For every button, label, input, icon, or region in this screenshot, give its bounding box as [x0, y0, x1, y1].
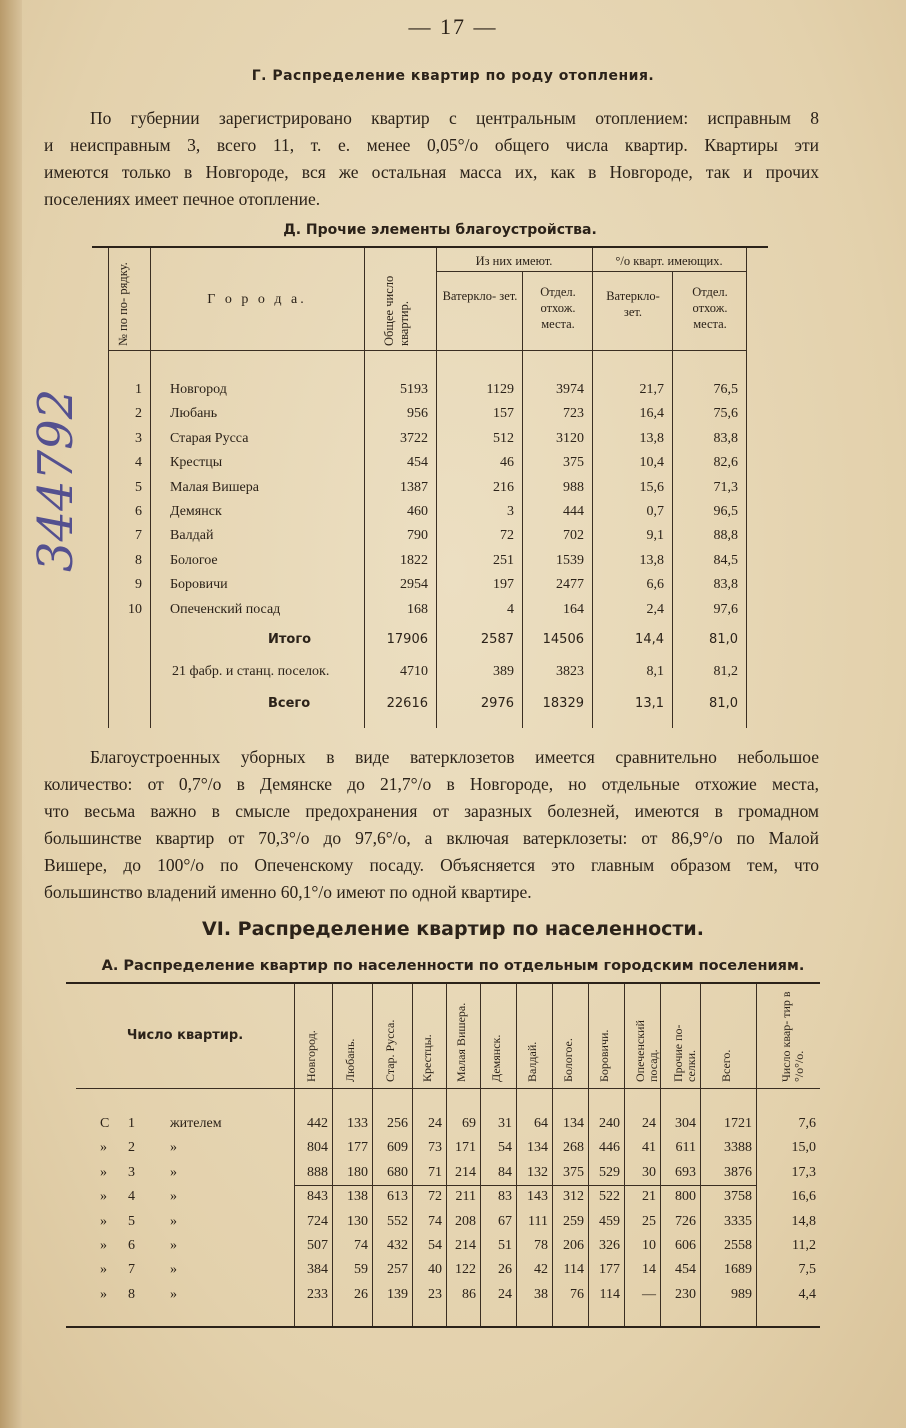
table-top-rule [92, 246, 768, 248]
row-count: 4 [128, 1189, 135, 1205]
table-cell: 86 [462, 1286, 476, 1302]
column-header: Валдай. [525, 1041, 539, 1082]
header-outhouse-percent: Отдел. отхож. места. [692, 285, 728, 331]
table-cell: 268 [563, 1140, 584, 1156]
row-number: 10 [128, 601, 142, 617]
table-cell: 38 [534, 1286, 548, 1302]
fabr-cell-outhouse-percent: 81,2 [713, 664, 738, 679]
header-wc-percent: Ватеркло- зет. [606, 289, 660, 319]
cell-outhouse-percent: 97,6 [713, 601, 738, 617]
row-prefix: » [100, 1189, 107, 1205]
table-cell: 64 [534, 1116, 548, 1131]
header-wc: Ватеркло- зет. [442, 289, 518, 303]
row-prefix: » [100, 1262, 107, 1278]
table-cell: 680 [387, 1164, 408, 1180]
row-number: 2 [135, 406, 142, 422]
table-cell: 888 [307, 1164, 328, 1180]
cell-total: 2954 [400, 577, 428, 593]
table-cell: 67 [498, 1213, 512, 1229]
row-prefix: » [100, 1164, 107, 1180]
table-cell: 529 [599, 1164, 620, 1180]
row-count: 3 [128, 1164, 135, 1180]
row-count: 1 [128, 1116, 135, 1131]
header-outhouse: Отдел. отхож. места. [540, 285, 576, 331]
table-cell: 15,0 [791, 1140, 816, 1156]
table-cell: 10 [642, 1238, 656, 1253]
table-cell: 14 [642, 1262, 656, 1278]
table-cell: 1721 [724, 1116, 752, 1131]
table-cell: 133 [347, 1116, 368, 1131]
row-number: 3 [135, 430, 142, 446]
row-prefix: » [100, 1140, 107, 1156]
table-cell: 304 [675, 1116, 696, 1131]
table-cell: 2558 [724, 1238, 752, 1253]
fabr-cell-total: 4710 [400, 664, 428, 679]
table-cell: 214 [455, 1238, 476, 1253]
column-header: Всего. [719, 1049, 733, 1082]
table-cell: 134 [527, 1140, 548, 1156]
cell-outhouse: 3120 [556, 430, 584, 446]
table-cell: 256 [387, 1116, 408, 1131]
table-cell: 375 [563, 1164, 584, 1180]
cell-outhouse: 164 [563, 601, 584, 617]
cell-outhouse-percent: 75,6 [713, 406, 738, 422]
column-header: Любань. [343, 1038, 357, 1082]
row-prefix: » [100, 1213, 107, 1229]
fabr-cell-wc-percent: 8,1 [646, 664, 664, 679]
table-cell: 51 [498, 1238, 512, 1253]
row-number: 5 [135, 479, 142, 495]
table-cell: 54 [428, 1238, 442, 1253]
cell-total: 956 [407, 406, 428, 422]
table-cell: 3876 [724, 1164, 752, 1180]
table-cell: 240 [599, 1116, 620, 1131]
fabr-label: 21 фабр. и станц. поселок. [172, 664, 330, 679]
itogo-cell-total: 17906 [386, 632, 428, 647]
header-cities: Г о р о д а. [207, 292, 307, 307]
table-cell: 30 [642, 1164, 656, 1180]
table-cell: 40 [428, 1262, 442, 1278]
section-vi-heading: VI. Распределение квартир по населенности. [202, 918, 704, 940]
city-name: Крестцы [170, 455, 223, 471]
table-cell: 552 [387, 1213, 408, 1229]
table-cell: — [642, 1286, 656, 1302]
table-cell: 3758 [724, 1189, 752, 1205]
column-header: Опеченский посад. [633, 1020, 660, 1082]
table-cell: 111 [528, 1213, 548, 1229]
binding-edge [0, 0, 22, 1428]
table-cell: 507 [307, 1238, 328, 1253]
row-number: 6 [135, 504, 142, 519]
table-cell: 134 [563, 1116, 584, 1131]
section-a-heading: А. Распределение квартир по населенности по отдельным городским поселениям. [101, 958, 805, 974]
table-cell: 76 [570, 1286, 584, 1302]
header-percent: °/o кварт. имеющих. [615, 254, 723, 268]
fabr-cell-wc: 389 [493, 664, 514, 679]
table-cell: 800 [675, 1189, 696, 1205]
table-cell: 177 [347, 1140, 368, 1156]
cell-wc-percent: 10,4 [639, 455, 664, 471]
paragraph-line: что весьма важно в смысле предохранения от заразных болезней, имеются в громадном [44, 801, 819, 821]
vsego-cell-total: 22616 [386, 696, 428, 711]
table-cell: 25 [642, 1213, 656, 1229]
table-cell: 171 [455, 1140, 476, 1156]
row-label: » [170, 1286, 177, 1302]
cell-outhouse-percent: 96,5 [713, 504, 738, 519]
table-cell: 206 [563, 1238, 584, 1253]
vsego-cell-wc-percent: 13,1 [635, 696, 664, 711]
table-cell: 724 [307, 1213, 328, 1229]
cell-total: 3722 [400, 430, 428, 446]
table-cell: 384 [307, 1262, 328, 1278]
cell-outhouse-percent: 76,5 [713, 382, 738, 397]
cell-wc-percent: 16,4 [639, 406, 664, 422]
itogo-cell-outhouse: 14506 [542, 632, 584, 647]
cell-outhouse: 1539 [556, 552, 584, 568]
cell-wc: 197 [493, 577, 514, 593]
table-cell: 17,3 [791, 1164, 816, 1180]
table-cell: 312 [563, 1189, 584, 1205]
paragraph-line: и неисправным 3, всего 11, т. е. менее 0,05°/o общего числа квартир. Квартиры эти [44, 135, 819, 155]
paragraph-line: имеются только в Новгороде, вся же остальная масса их, как в Новгороде, так и прочих [44, 162, 819, 182]
row-count: 7 [128, 1262, 135, 1278]
table-cell: 31 [498, 1116, 512, 1131]
city-name: Малая Вишера [170, 479, 259, 495]
cell-wc: 72 [500, 528, 514, 544]
table-cell: 230 [675, 1286, 696, 1302]
row-label: » [170, 1238, 177, 1253]
cell-total: 790 [407, 528, 428, 544]
cell-outhouse: 2477 [556, 577, 584, 593]
row-number: 7 [135, 528, 142, 544]
cell-wc-percent: 2,4 [646, 601, 664, 617]
table-cell: 69 [462, 1116, 476, 1131]
table-cell: 804 [307, 1140, 328, 1156]
row-number: 9 [135, 577, 142, 593]
table-cell: 78 [534, 1238, 548, 1253]
cell-wc-percent: 21,7 [639, 382, 664, 397]
row-count: 8 [128, 1286, 135, 1302]
cell-total: 5193 [400, 382, 428, 397]
itogo-cell-wc: 2587 [480, 632, 514, 647]
cell-outhouse: 375 [563, 455, 584, 471]
row-label: » [170, 1262, 177, 1278]
table-cell: 606 [675, 1238, 696, 1253]
table-cell: 233 [307, 1286, 328, 1302]
table-cell: 114 [599, 1286, 620, 1302]
table-cell: 122 [455, 1262, 476, 1278]
paragraph-line: количество: от 0,7°/o в Демянске до 21,7°/o в Новгороде, но отдельные отхожие места, [44, 774, 819, 794]
city-name: Старая Русса [170, 430, 249, 446]
cell-wc: 216 [493, 479, 514, 495]
table-cell: 74 [354, 1238, 368, 1253]
table-cell: 4,4 [798, 1286, 816, 1302]
page-number: — 17 — [408, 14, 498, 39]
table-cell: 7,6 [798, 1116, 816, 1131]
table-cell: 24 [498, 1286, 512, 1302]
row-prefix: » [100, 1286, 107, 1302]
cell-total: 454 [407, 455, 428, 471]
itogo-cell-outhouse-percent: 81,0 [709, 632, 738, 647]
column-header: Стар. Русса. [383, 1019, 397, 1082]
city-name: Демянск [170, 504, 222, 519]
table-cell: 26 [354, 1286, 368, 1302]
cell-wc: 3 [507, 504, 514, 519]
cell-outhouse: 444 [563, 504, 584, 519]
table-cell: 843 [307, 1189, 328, 1205]
table-cell: 139 [387, 1286, 408, 1302]
cell-outhouse-percent: 83,8 [713, 430, 738, 446]
vsego-cell-outhouse: 18329 [542, 696, 584, 711]
table-cell: 16,6 [791, 1189, 816, 1205]
table-cell: 42 [534, 1262, 548, 1278]
table-bottom-rule [66, 1326, 820, 1328]
table-cell: 114 [563, 1262, 584, 1278]
table-cell: 208 [455, 1213, 476, 1229]
fabr-cell-outhouse: 3823 [556, 664, 584, 679]
paragraph-line: Вишере, до 100°/o по Опеченскому посаду. Объясняется это главным образом тем, что [44, 855, 819, 875]
table-cell: 3388 [724, 1140, 752, 1156]
row-prefix: » [100, 1238, 107, 1253]
cell-outhouse-percent: 88,8 [713, 528, 738, 544]
table-top-rule [66, 982, 820, 984]
cell-total: 460 [407, 504, 428, 519]
table-cell: 143 [527, 1189, 548, 1205]
cell-outhouse-percent: 83,8 [713, 577, 738, 593]
cell-outhouse: 3974 [556, 382, 584, 397]
header-have: Из них имеют. [475, 254, 553, 268]
table-cell: 41 [642, 1140, 656, 1156]
table-cell: 442 [307, 1116, 328, 1131]
cell-wc: 157 [493, 406, 514, 422]
table-cell: 73 [428, 1140, 442, 1156]
table-cell: 23 [428, 1286, 442, 1302]
row-number: 1 [135, 382, 142, 397]
table-cell: 11,2 [792, 1238, 816, 1253]
vsego-cell-wc: 2976 [480, 696, 514, 711]
itogo-cell-wc-percent: 14,4 [635, 632, 664, 647]
table-cell: 54 [498, 1140, 512, 1156]
vsego-label: Всего [268, 696, 311, 711]
table-cell: 132 [527, 1164, 548, 1180]
cell-total: 1822 [400, 552, 428, 568]
row-label: » [170, 1140, 177, 1156]
header-total-apartments: Общее число квартир. [382, 275, 411, 346]
row-number: 4 [135, 455, 142, 471]
table-cell: 26 [498, 1262, 512, 1278]
cell-wc-percent: 13,8 [639, 430, 664, 446]
column-header: Крестцы. [420, 1034, 434, 1082]
cell-wc-percent: 0,7 [646, 504, 664, 519]
cell-wc-percent: 15,6 [639, 479, 664, 495]
column-header: Малая Вишера. [454, 1002, 468, 1082]
table-cell: 613 [387, 1189, 408, 1205]
table-cell: 257 [387, 1262, 408, 1278]
cell-outhouse-percent: 84,5 [713, 552, 738, 568]
table-cell: 611 [675, 1140, 696, 1156]
table-cell: 1689 [724, 1262, 752, 1278]
row-count: 2 [128, 1140, 135, 1156]
table-cell: 177 [599, 1262, 620, 1278]
table-cell: 74 [428, 1213, 442, 1229]
paragraph-line: поселениях имеет печное отопление. [44, 189, 321, 209]
paragraph-line: По губернии зарегистрировано квартир с центральным отоплением: исправным 8 [90, 108, 819, 128]
row-number: 8 [135, 552, 142, 568]
cell-outhouse: 988 [563, 479, 584, 495]
table-cell: 84 [498, 1164, 512, 1180]
city-name: Боровичи [170, 577, 228, 593]
column-header: Бологое. [561, 1038, 575, 1082]
group-divider [294, 1185, 756, 1186]
row-count: 5 [128, 1213, 135, 1229]
table-cell: 180 [347, 1164, 368, 1180]
cell-wc: 1129 [486, 382, 514, 397]
table-cell: 446 [599, 1140, 620, 1156]
table-cell: 459 [599, 1213, 620, 1229]
paragraph-line: Благоустроенных уборных в виде ватерклозетов имеется сравнительно небольшое [90, 747, 819, 767]
cell-total: 1387 [400, 479, 428, 495]
column-header: Боровичи. [597, 1029, 611, 1082]
city-name: Новгород [170, 382, 227, 397]
library-stamp: 344792 [28, 388, 84, 572]
table-cell: 24 [428, 1116, 442, 1131]
table-cell: 432 [387, 1238, 408, 1253]
table-cell: 693 [675, 1164, 696, 1180]
city-name: Любань [170, 406, 218, 422]
table-cell: 71 [428, 1164, 442, 1180]
cell-wc: 512 [493, 430, 514, 446]
column-header: Прочие по- селки. [671, 1024, 698, 1082]
table-cell: 326 [599, 1238, 620, 1253]
cell-wc: 4 [507, 601, 514, 617]
column-header: Число квар- тир в °/o°/o. [779, 991, 806, 1082]
table-cell: 59 [354, 1262, 368, 1278]
cell-outhouse-percent: 82,6 [713, 455, 738, 471]
table-cell: 7,5 [798, 1262, 816, 1278]
paragraph-line: большинство владений именно 60,1°/o имеют по одной квартире. [44, 882, 532, 902]
cell-outhouse: 723 [563, 406, 584, 422]
table-cell: 214 [455, 1164, 476, 1180]
cell-wc-percent: 6,6 [646, 577, 664, 593]
paragraph-2 [44, 744, 819, 906]
table-cell: 14,8 [791, 1213, 816, 1229]
cell-wc: 251 [493, 552, 514, 568]
table-cell: 989 [731, 1286, 752, 1302]
itogo-label: Итого [268, 632, 312, 647]
city-name: Бологое [170, 552, 218, 568]
paragraph-line: большинстве квартир от 70,3°/o до 97,6°/o, а включая ватерклозеты: от 86,9°/o по Малой [44, 828, 819, 848]
row-label: » [170, 1164, 177, 1180]
column-header: Демянск. [489, 1034, 503, 1082]
header-apartment-count: Число квартир. [126, 1028, 244, 1043]
row-label: жителем [170, 1116, 222, 1131]
header-row-number: № по по- рядку. [116, 262, 130, 346]
section-d-heading: Д. Прочие элементы благоустройства. [283, 222, 597, 238]
column-header: Новгород. [304, 1030, 318, 1082]
row-prefix: С [100, 1116, 110, 1131]
table-cell: 726 [675, 1213, 696, 1229]
cell-total: 168 [407, 601, 428, 617]
vsego-cell-outhouse-percent: 81,0 [709, 696, 738, 711]
table-cell: 259 [563, 1213, 584, 1229]
cell-outhouse: 702 [563, 528, 584, 544]
table-cell: 130 [347, 1213, 368, 1229]
cell-wc-percent: 9,1 [646, 528, 664, 544]
city-name: Валдай [170, 528, 214, 544]
table-cell: 21 [642, 1189, 656, 1205]
column-divider [756, 984, 757, 1326]
table-cell: 211 [455, 1189, 476, 1205]
table-cell: 522 [599, 1189, 620, 1205]
table-cell: 138 [347, 1189, 368, 1205]
table-cell: 609 [387, 1140, 408, 1156]
cell-outhouse-percent: 71,3 [713, 479, 738, 495]
row-count: 6 [128, 1238, 135, 1253]
cell-wc-percent: 13,8 [639, 552, 664, 568]
section-g-paragraph [44, 105, 819, 213]
city-name: Опеченский посад [170, 601, 281, 617]
cell-wc: 46 [500, 455, 514, 471]
row-label: » [170, 1189, 177, 1205]
section-g-heading: Г. Распределение квартир по роду отопления. [251, 68, 655, 84]
table-cell: 3335 [724, 1213, 752, 1229]
table-cell: 24 [642, 1116, 656, 1131]
table-cell: 83 [498, 1189, 512, 1205]
table-cell: 454 [675, 1262, 696, 1278]
table-cell: 72 [428, 1189, 442, 1205]
row-label: » [170, 1213, 177, 1229]
